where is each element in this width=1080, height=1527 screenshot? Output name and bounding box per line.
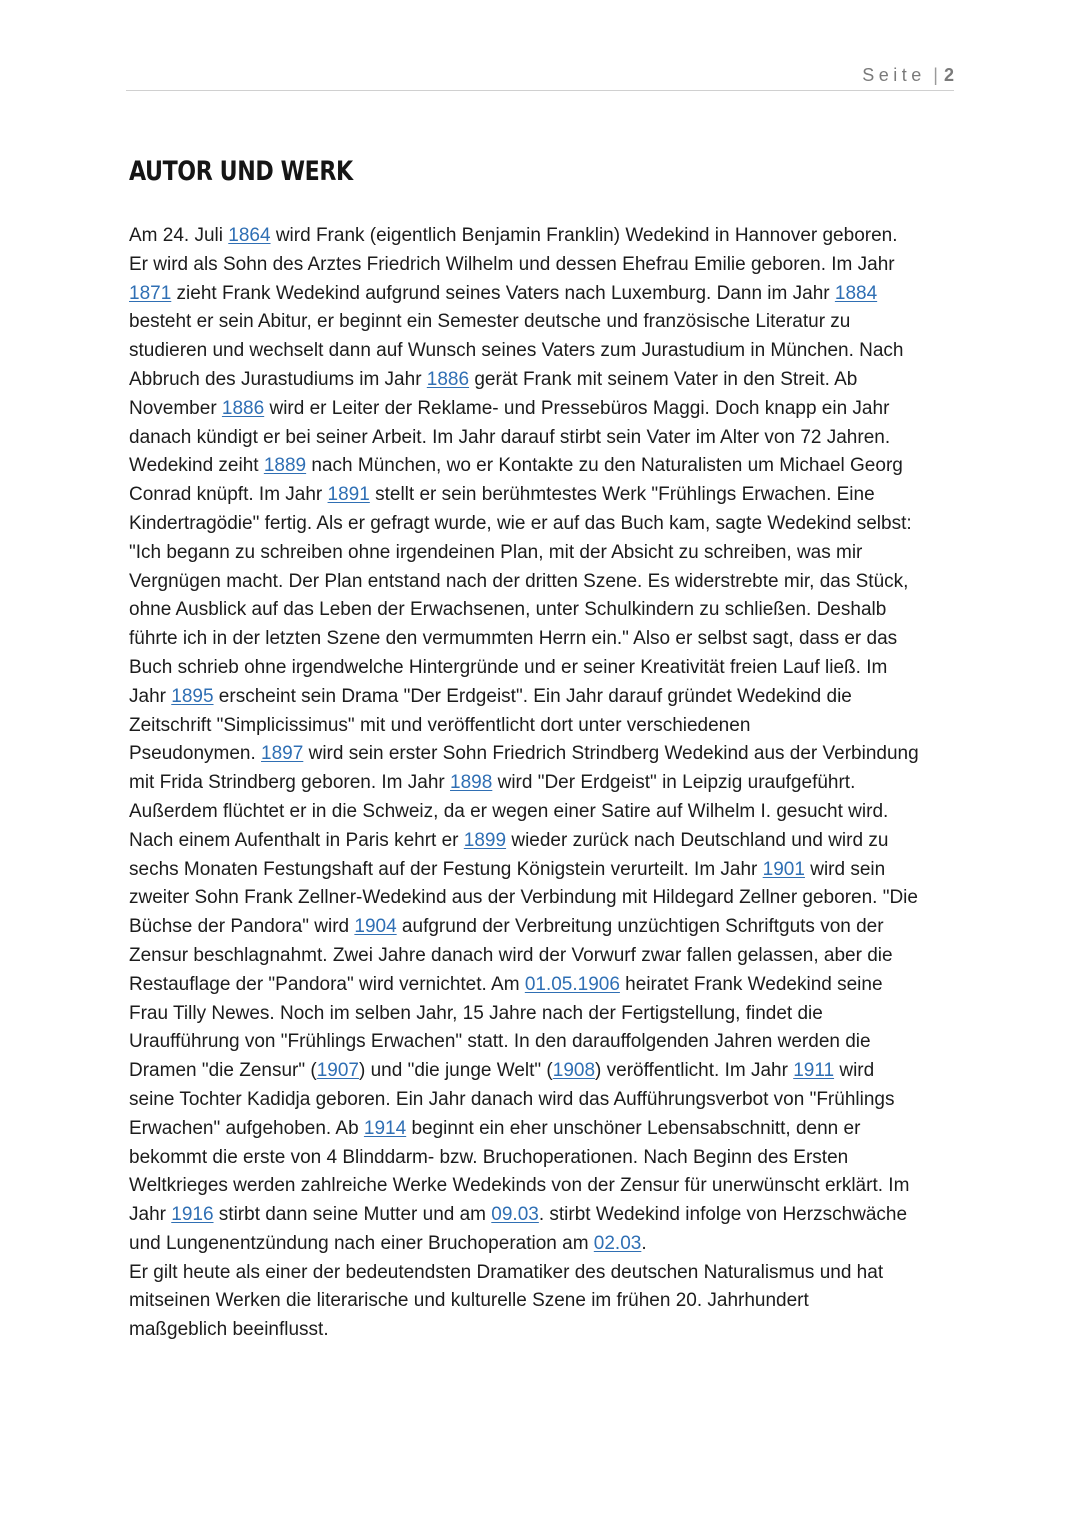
date-link[interactable]: 1911: [793, 1060, 835, 1082]
text-segment: heiratet Frank Wedekind seine: [619, 973, 883, 995]
text-segment: besteht er sein Abitur, er beginnt ein Semester deutsche und französische Literatur zu: [129, 311, 851, 333]
date-link[interactable]: 1907: [316, 1060, 359, 1082]
text-line: [129, 1115, 951, 1144]
text-segment: Buch schrieb ohne irgendwelche Hintergründe und er seiner Kreativität freien Lauf ließ. Im: [129, 656, 888, 678]
text-line: [129, 308, 951, 337]
text-segment: nach München, wo er Kontakte zu den Naturalisten um Michael Georg: [306, 455, 903, 477]
text-segment: Abbruch des Jurastudiums im Jahr: [129, 368, 427, 390]
text-segment: Jahr: [129, 685, 172, 707]
date-link[interactable]: 1901: [762, 858, 805, 880]
text-line: [129, 539, 951, 568]
text-segment: Restauflage der "Pandora" wird vernichtet. Am: [129, 973, 525, 995]
text-segment: ) und "die junge Welt" (: [359, 1060, 553, 1082]
text-line: [129, 481, 951, 510]
text-line: [129, 1057, 951, 1086]
text-segment: Frau Tilly Newes. Noch im selben Jahr, 15 Jahre nach der Fertigstellung, findet die: [129, 1002, 823, 1024]
text-segment: Jahr: [129, 1204, 172, 1226]
text-segment: Erwachen" aufgehoben. Ab: [129, 1117, 364, 1139]
text-line: [129, 1287, 951, 1316]
text-segment: November: [129, 397, 222, 419]
text-line: [129, 1201, 951, 1230]
date-link[interactable]: 1884: [834, 282, 878, 304]
text-line: [129, 769, 951, 798]
text-line: [129, 712, 951, 741]
page-number: 2: [943, 65, 954, 85]
text-segment: aufgrund der Verbreitung unzüchtigen Schriftguts von der: [396, 916, 884, 938]
text-segment: Nach einem Aufenthalt in Paris kehrt er: [129, 829, 464, 851]
text-line: [129, 452, 951, 481]
text-segment: ) veröffentlicht. Im Jahr: [595, 1060, 794, 1082]
text-segment: wieder zurück nach Deutschland und wird zu: [506, 829, 889, 851]
text-line: [129, 683, 951, 712]
text-segment: sechs Monaten Festungshaft auf der Festung Königstein verurteilt. Im Jahr: [129, 858, 763, 880]
text-segment: Uraufführung von "Frühlings Erwachen" statt. In den darauffolgenden Jahren werden die: [129, 1031, 871, 1053]
text-segment: Pseudonymen.: [129, 743, 262, 765]
text-segment: Vergnügen macht. Der Plan entstand nach der dritten Szene. Es widerstrebte mir, das Stück,: [129, 570, 909, 592]
section-title: AUTOR UND WERK: [129, 156, 353, 187]
text-line: [129, 798, 951, 827]
text-segment: .: [641, 1232, 647, 1254]
date-link[interactable]: 1895: [171, 685, 214, 707]
text-line: [129, 856, 951, 885]
date-link[interactable]: 1891: [327, 484, 370, 506]
text-segment: wird "Der Erdgeist" in Leipzig uraufgeführt.: [492, 772, 856, 794]
date-link[interactable]: 09.03: [491, 1204, 539, 1226]
date-link[interactable]: 02.03: [593, 1232, 642, 1254]
date-link[interactable]: 1889: [263, 455, 307, 477]
text-segment: Weltkrieges werden zahlreiche Werke Wedekinds von der Zensur für unerwünscht erklärt. Im: [129, 1175, 910, 1197]
body-text: [129, 222, 951, 1345]
page-number-label: [862, 65, 954, 86]
text-line: [129, 884, 951, 913]
text-segment: zieht Frank Wedekind aufgrund seines Vaters nach Luxemburg. Dann im Jahr: [171, 282, 835, 304]
text-line: [129, 827, 951, 856]
text-segment: maßgeblich beeinflusst.: [129, 1319, 329, 1341]
text-segment: Außerdem flüchtet er in die Schweiz, da er wegen einer Satire auf Wilhelm I. gesucht wird.: [129, 800, 889, 822]
text-line: [129, 222, 951, 251]
text-segment: stirbt dann seine Mutter und am: [213, 1204, 492, 1226]
text-line: [129, 625, 951, 654]
date-link[interactable]: 01.05.1906: [524, 973, 620, 995]
text-segment: stellt er sein berühmtestes Werk "Frühlings Erwachen. Eine: [369, 484, 875, 506]
text-line: [129, 395, 951, 424]
text-segment: Er wird als Sohn des Arztes Friedrich Wilhelm und dessen Ehefrau Emilie geboren. Im Jahr: [129, 253, 895, 275]
text-segment: wird er Leiter der Reklame- und Pressebüros Maggi. Doch knapp ein Jahr: [264, 397, 890, 419]
date-link[interactable]: 1897: [261, 743, 304, 765]
text-segment: Kindertragödie" fertig. Als er gefragt wurde, wie er auf das Buch kam, sagte Wedekind selbst:: [129, 512, 912, 534]
date-link[interactable]: 1908: [552, 1060, 596, 1082]
date-link[interactable]: 1899: [463, 829, 507, 851]
date-link[interactable]: 1864: [228, 225, 271, 246]
text-line: [129, 1144, 951, 1173]
text-segment: Zensur beschlagnahmt. Zwei Jahre danach wird der Vorwurf zwar fallen gelassen, aber die: [129, 944, 893, 966]
text-line: [129, 913, 951, 942]
text-segment: wird Frank (eigentlich Benjamin Franklin) Wedekind in Hannover geboren.: [270, 225, 898, 246]
text-segment: Conrad knüpft. Im Jahr: [129, 484, 328, 506]
page-word: Seite: [862, 65, 926, 85]
page-separator: |: [933, 65, 938, 85]
text-line: [129, 971, 951, 1000]
text-line: [129, 568, 951, 597]
date-link[interactable]: 1871: [129, 282, 172, 304]
text-line: [129, 654, 951, 683]
text-segment: gerät Frank mit seinem Vater in den Streit. Ab: [469, 368, 858, 390]
text-segment: wird sein erster Sohn Friedrich Strindberg Wedekind aus der Verbindung: [303, 743, 919, 765]
text-line: [129, 337, 951, 366]
text-line: [129, 1316, 951, 1345]
text-segment: Er gilt heute als einer der bedeutendsten Dramatiker des deutschen Naturalismus und hat: [129, 1261, 884, 1283]
text-line: [129, 1259, 951, 1288]
date-link[interactable]: 1904: [354, 916, 397, 938]
text-segment: beginnt ein eher unschöner Lebensabschnitt, denn er: [406, 1117, 861, 1139]
page-header: [126, 62, 954, 91]
date-link[interactable]: 1886: [221, 397, 265, 419]
text-segment: mit Frida Strindberg geboren. Im Jahr: [129, 772, 451, 794]
text-line: [129, 740, 951, 769]
text-line: [129, 1000, 951, 1029]
date-link[interactable]: 1914: [363, 1117, 407, 1139]
text-line: [129, 366, 951, 395]
date-link[interactable]: 1916: [171, 1204, 214, 1226]
text-segment: Wedekind zeiht: [129, 455, 264, 477]
text-segment: seine Tochter Kadidja geboren. Ein Jahr danach wird das Aufführungsverbot von "Frühlings: [129, 1088, 895, 1110]
text-line: [129, 1086, 951, 1115]
text-segment: zweiter Sohn Frank Zellner-Wedekind aus der Verbindung mit Hildegard Zellner geboren. "Die: [129, 887, 918, 909]
text-segment: danach kündigt er bei seiner Arbeit. Im Jahr darauf stirbt sein Vater im Alter von 72 Jahren.: [129, 426, 891, 448]
text-line: [129, 280, 951, 309]
text-line: [129, 1172, 951, 1201]
text-segment: bekommt die erste von 4 Blinddarm- bzw. Bruchoperationen. Nach Beginn des Ersten: [129, 1146, 849, 1168]
text-segment: wird: [834, 1060, 875, 1082]
text-line: [129, 1230, 951, 1259]
text-line: [129, 596, 951, 625]
text-line: [129, 942, 951, 971]
text-line: [129, 424, 951, 453]
text-segment: studieren und wechselt dann auf Wunsch seines Vaters zum Jurastudium in München. Nach: [129, 340, 904, 362]
text-segment: "Ich begann zu schreiben ohne irgendeinen Plan, mit der Absicht zu schreiben, was mir: [129, 541, 863, 563]
text-line: [129, 251, 951, 280]
text-segment: Dramen "die Zensur" (: [129, 1060, 317, 1082]
text-line: [129, 1028, 951, 1057]
text-segment: mitseinen Werken die literarische und kulturelle Szene im frühen 20. Jahrhundert: [129, 1290, 809, 1312]
text-segment: und Lungenentzündung nach einer Bruchoperation am: [129, 1232, 594, 1254]
text-segment: Büchse der Pandora" wird: [129, 916, 355, 938]
text-segment: Zeitschrift "Simplicissimus" mit und veröffentlicht dort unter verschiedenen: [129, 714, 751, 736]
text-segment: wird sein: [804, 858, 886, 880]
text-segment: führte ich in der letzten Szene den vermummten Herrn ein." Also er selbst sagt, dass er das: [129, 628, 898, 650]
text-line: [129, 510, 951, 539]
text-segment: erscheint sein Drama "Der Erdgeist". Ein Jahr darauf gründet Wedekind die: [213, 685, 852, 707]
date-link[interactable]: 1898: [450, 772, 493, 794]
text-segment: . stirbt Wedekind infolge von Herzschwäche: [538, 1204, 908, 1226]
text-segment: ohne Ausblick auf das Leben der Erwachsenen, unter Schulkindern zu schließen. Deshalb: [129, 599, 887, 621]
date-link[interactable]: 1886: [426, 368, 470, 390]
text-segment: Am 24. Juli: [129, 225, 229, 246]
